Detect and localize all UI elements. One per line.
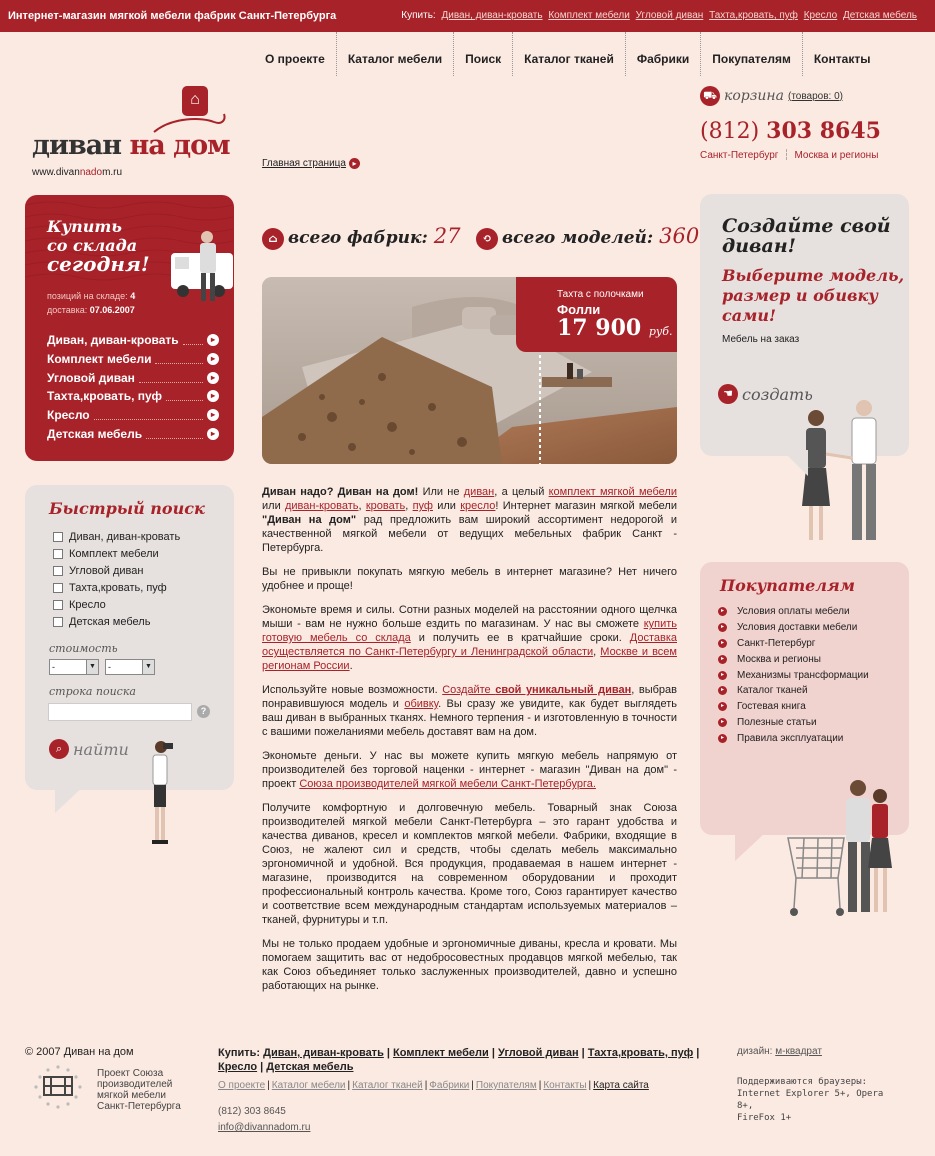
- custom-furniture-note: Мебель на заказ: [722, 334, 800, 345]
- buyers-item-label: Полезные статьи: [737, 716, 817, 728]
- article-paragraph: Получите комфортную и долговечную мебель. Товарный знак Союза производителей мягкой мебели Санкт-Петербурга – это гарант удобства и качества диванов, кресел и комплектов мягкой мебели. Фабрики, входящие в Союз, не жалеют сил и средств, чтобы сделать мебель максимально эргономичной и удобной. Вся продукция, продаваемая в нашем интернет - магазине, производится на современном оборудовании и проходит профессиональный контроль качества. Кроме того, Союз гарантирует качество и соответствие всем международным стандартам используемых материалов – тканей, фурнитуры и т.п.: [262, 802, 677, 926]
- arrow-right-icon: ▸: [207, 428, 219, 440]
- union-line: Санкт-Петербурга: [97, 1101, 181, 1112]
- region-moscow[interactable]: Москва и регионы: [794, 150, 879, 161]
- union-text: [97, 1068, 181, 1112]
- article-paragraph: [262, 683, 677, 739]
- design-label: дизайн:: [737, 1046, 773, 1057]
- text: ! Интернет магазин мягкой мебели: [495, 500, 677, 512]
- article-link[interactable]: диван: [463, 486, 495, 498]
- create-subtitle-line: Выберите модель,: [722, 266, 905, 285]
- cart-icon[interactable]: ⛟: [700, 86, 720, 106]
- article-link[interactable]: купить готовую мебель со склада: [262, 618, 677, 644]
- copyright: © 2007 Диван на дом: [25, 1046, 134, 1058]
- footer-nav-link[interactable]: Покупателям: [475, 1080, 537, 1091]
- buyers-item[interactable]: [718, 683, 869, 699]
- stock-list: [47, 331, 219, 443]
- chevron-down-icon: ▼: [86, 660, 98, 674]
- logo-word-dom: дом: [164, 130, 230, 161]
- browsers-line: Internet Explorer 5+, Opera 8+,: [737, 1089, 884, 1111]
- hero-item-type: Тахта с полочками: [557, 289, 644, 300]
- checkbox[interactable]: [53, 600, 63, 610]
- hero-item-name: Фолли: [557, 302, 601, 317]
- design-link[interactable]: м-квадрат: [775, 1046, 822, 1057]
- arrow-right-icon: ▸: [718, 686, 727, 695]
- dot-leader: [155, 354, 203, 364]
- search-option-checkbox[interactable]: [53, 582, 167, 594]
- union-logo: [30, 1064, 86, 1110]
- hero-price: [557, 315, 673, 341]
- stock-item[interactable]: [47, 387, 219, 406]
- stock-delivery-label: доставка:: [47, 305, 88, 315]
- arrow-right-icon: ▸: [718, 623, 727, 632]
- footer-email: [218, 1122, 310, 1133]
- footer-buy-link[interactable]: Комплект мебели: [393, 1047, 489, 1059]
- sofa-icon: ⟲: [476, 228, 498, 250]
- factories-stat: [262, 224, 460, 250]
- text: или: [262, 500, 285, 512]
- find-button[interactable]: [49, 739, 129, 759]
- footer-nav: [218, 1080, 649, 1091]
- logo-word-divan: диван: [32, 130, 130, 161]
- speech-tail: [735, 833, 765, 861]
- buyers-item-label: Механизмы трансформации: [737, 669, 869, 681]
- footer-buy-link[interactable]: Тахта,кровать, пуф: [587, 1047, 694, 1059]
- text: и получить ее в кратчайшие сроки.: [410, 632, 630, 644]
- speech-tail: [55, 785, 85, 813]
- text: .: [349, 660, 353, 672]
- logo-word-na: на: [129, 130, 165, 161]
- search-option-checkbox[interactable]: [53, 531, 180, 543]
- supported-browsers: [737, 1076, 897, 1124]
- text: ,: [358, 500, 366, 512]
- footer-nav-link[interactable]: Фабрики: [429, 1080, 470, 1091]
- article-link[interactable]: пуф: [412, 500, 433, 512]
- article-link[interactable]: диван-кровать: [284, 500, 359, 512]
- stock-heading: [47, 217, 150, 274]
- separator: |: [471, 1080, 474, 1091]
- checkbox[interactable]: [53, 617, 63, 627]
- search-option-checkbox[interactable]: [53, 565, 143, 577]
- nav-catalog[interactable]: Каталог мебели: [337, 32, 454, 76]
- region-spb[interactable]: Санкт-Петербург: [700, 150, 779, 161]
- top-buy-link[interactable]: Тахта,кровать, пуф: [709, 10, 798, 21]
- buyers-item-label: Условия оплаты мебели: [737, 606, 850, 618]
- buyers-item[interactable]: [718, 604, 869, 620]
- arrow-right-icon: ▸: [718, 734, 727, 743]
- buyers-box: [700, 562, 909, 835]
- dot-leader: [146, 429, 203, 439]
- nav-about[interactable]: О проекте: [254, 32, 337, 76]
- nav-search[interactable]: Поиск: [454, 32, 513, 76]
- stock-item[interactable]: [47, 331, 219, 350]
- hand-icon: ☚: [718, 384, 738, 404]
- stock-info: [47, 289, 135, 317]
- create-title-line: Создайте свой: [722, 215, 891, 237]
- buyers-item[interactable]: [718, 699, 869, 715]
- woman-binoculars-illustration: [135, 737, 185, 847]
- stock-item[interactable]: [47, 368, 219, 387]
- models-value: 360: [659, 224, 700, 248]
- arrow-right-icon: ▸: [207, 334, 219, 346]
- stock-item-label: Комплект мебели: [47, 352, 152, 367]
- browsers-line: Поддерживаются браузеры:: [737, 1077, 868, 1087]
- text: , а целый: [494, 486, 549, 498]
- phone-number: 303 8645: [766, 118, 881, 144]
- top-buy-link[interactable]: Детская мебель: [842, 10, 917, 21]
- create-label: создать: [742, 384, 813, 404]
- arrow-right-icon: ▸: [718, 702, 727, 711]
- footer: [0, 1040, 935, 1156]
- stock-item[interactable]: [47, 350, 219, 369]
- stock-item-label: Детская мебель: [47, 426, 143, 441]
- stock-box: [25, 195, 234, 461]
- design-credit: [737, 1046, 822, 1057]
- footer-buy-link[interactable]: Диван, диван-кровать: [263, 1047, 384, 1059]
- region-separator: ┆: [783, 150, 790, 161]
- quick-search: [25, 485, 234, 790]
- arrow-right-icon: ▸: [207, 409, 219, 421]
- breadcrumb: [262, 158, 360, 169]
- checkbox[interactable]: [53, 549, 63, 559]
- hero-banner[interactable]: [262, 277, 677, 464]
- article-link[interactable]: комплект мягкой мебели: [548, 486, 677, 498]
- price-to-value: -: [108, 662, 111, 672]
- checkbox-label: Диван, диван-кровать: [69, 531, 181, 543]
- article-paragraph: [262, 603, 677, 673]
- article: [262, 485, 677, 1003]
- article-link[interactable]: свой уникальный диван: [495, 684, 632, 696]
- arrow-right-icon: ▸: [207, 372, 219, 384]
- stock-positions-label: позиций на складе:: [47, 291, 128, 301]
- article-paragraph: Вы не привыкли покупать мягкую мебель в интернет магазине? Нет ничего удобнее и проще!: [262, 566, 677, 592]
- top-buy-link[interactable]: Кресло: [803, 10, 838, 21]
- buyers-item[interactable]: [718, 715, 869, 731]
- text: Экономьте деньги. У нас вы можете купить мягкую мебель напрямую от производителей без торговой наценки - интернет - магазин "Диван на дом" - проект: [262, 750, 677, 790]
- buyers-item-label: Условия доставки мебели: [737, 622, 858, 634]
- buyers-item-label: Каталог тканей: [737, 685, 808, 697]
- checkbox-label: Детская мебель: [69, 616, 151, 628]
- nav-factories[interactable]: Фабрики: [626, 32, 701, 76]
- article-paragraph: [262, 485, 677, 555]
- footer-buy-links: Купить: Диван, диван-кровать | Комплект мебели | Угловой диван | Тахта,кровать, пуф | Кресло | Детская мебель: [218, 1047, 700, 1073]
- couple-illustration: [792, 394, 902, 549]
- article-link[interactable]: кровать: [365, 500, 406, 512]
- buyers-item-label: Москва и регионы: [737, 653, 821, 665]
- create-title: [722, 216, 891, 256]
- top-bar: [0, 0, 935, 32]
- buyers-list: [718, 604, 869, 746]
- cart-label[interactable]: корзина: [724, 88, 784, 104]
- query-label: строка поиска: [49, 685, 136, 698]
- create-title-line: диван!: [722, 235, 797, 257]
- footer-email-link[interactable]: info@divannadom.ru: [218, 1122, 311, 1133]
- article-paragraph: [262, 749, 677, 791]
- find-label: найти: [73, 739, 129, 759]
- create-sofa-box: [700, 194, 909, 456]
- hero-currency: руб.: [648, 325, 673, 338]
- logo-url-part: www.divan: [32, 167, 80, 178]
- checkbox-label: Кресло: [69, 599, 106, 611]
- text: рад предложить вам широкий ассортимент недорогой и качественной мягкой мебели от ведущих мебельных фабрик Санкт - Петербурга.: [262, 514, 677, 554]
- models-stat: [476, 224, 699, 250]
- text: , выбрав понравившуюся модель и: [262, 684, 677, 710]
- stock-item-label: Тахта,кровать, пуф: [47, 389, 163, 404]
- phone: [700, 118, 881, 144]
- stock-delivery-value: 07.06.2007: [89, 305, 135, 315]
- create-subtitle: [722, 266, 904, 326]
- main-nav: [254, 32, 881, 76]
- chevron-down-icon: ▼: [142, 660, 154, 674]
- top-buy-link[interactable]: Угловой диван: [635, 10, 704, 21]
- sitemap-link[interactable]: Карта сайта: [593, 1080, 649, 1091]
- footer-buy-link[interactable]: Детская мебель: [266, 1061, 354, 1073]
- dot-leader: [166, 391, 203, 401]
- separator: |: [347, 1080, 351, 1091]
- footer-nav-link[interactable]: Контакты: [543, 1080, 587, 1091]
- buyers-title: Покупателям: [720, 576, 855, 595]
- create-subtitle-line: размер и обивку: [722, 286, 878, 305]
- union-line: мягкой мебели: [97, 1090, 166, 1101]
- article-paragraph: Мы не только продаем удобные и эргономичные диваны, кресла и кровати. Мы помогаем защитить вас от недобросовестных продавцов мягкой мебелью, так как Союз объединяет только заслуженных производителей, давно и успешно работающих на рынке.: [262, 938, 677, 992]
- union-line: производителей: [97, 1079, 173, 1090]
- buyers-item[interactable]: [718, 636, 869, 652]
- buyers-item-label: Правила эксплуатации: [737, 732, 844, 744]
- price-label: стоимость: [49, 642, 118, 655]
- stock-item-label: Угловой диван: [47, 370, 135, 385]
- separator: |: [588, 1080, 592, 1091]
- arrow-right-icon: ▸: [718, 671, 727, 680]
- stock-heading-line: Купить: [47, 217, 122, 236]
- shopping-couple-illustration: [784, 778, 904, 948]
- arrow-right-icon: ▸: [207, 390, 219, 402]
- arrow-right-icon: ▸: [718, 607, 727, 616]
- stock-heading-line: сегодня!: [47, 252, 150, 276]
- stock-item[interactable]: [47, 424, 219, 443]
- checkbox[interactable]: [53, 583, 63, 593]
- footer-buy-link[interactable]: Кресло: [218, 1061, 258, 1073]
- factory-icon: ⌂: [262, 228, 284, 250]
- union-line: Проект Союза: [97, 1068, 164, 1079]
- article-link[interactable]: Союза производителей мягкой мебели Санкт-Петербурга.: [299, 778, 596, 790]
- footer-buy-label: Купить:: [218, 1047, 261, 1059]
- stock-heading-line: со склада: [47, 236, 138, 255]
- factories-label: всего фабрик:: [288, 228, 428, 248]
- dot-leader: [183, 335, 203, 345]
- cart-count[interactable]: (товаров: 0): [787, 90, 843, 102]
- search-option-checkbox[interactable]: [53, 616, 150, 628]
- cart: [700, 86, 920, 106]
- regions: [700, 150, 878, 161]
- article-link[interactable]: кресло: [460, 500, 496, 512]
- buyers-item[interactable]: [718, 651, 869, 667]
- price-from-value: -: [52, 662, 55, 672]
- logo-mark-icon: ⌂: [182, 86, 208, 116]
- price-to-select[interactable]: [105, 659, 155, 675]
- price-from-select[interactable]: [49, 659, 99, 675]
- hero-price-value: 17 900: [557, 315, 642, 341]
- checkbox[interactable]: [53, 566, 63, 576]
- footer-nav-link[interactable]: Каталог мебели: [271, 1080, 346, 1091]
- logo-url-part: nado: [79, 167, 103, 178]
- text: . Вы сразу же увидите, как будет выглядеть ваш диван в выбранных тканях. Немного терпения - и изготовленную в точности с вашими пожеланиями мебель доставят вам на дом.: [262, 698, 677, 738]
- checkbox-label: Комплект мебели: [69, 548, 159, 560]
- nav-buyers[interactable]: Покупателям: [701, 32, 803, 76]
- buyers-item[interactable]: [718, 730, 869, 746]
- speech-tail: [782, 450, 808, 476]
- dot-leader: [94, 410, 203, 420]
- delivery-van-illustration: [167, 225, 233, 305]
- article-link[interactable]: Москве и всем регионам России: [262, 646, 677, 672]
- text: Используйте новые возможности.: [262, 684, 443, 696]
- article-lead: Диван надо? Диван на дом!: [262, 486, 419, 498]
- text: ,: [593, 646, 601, 658]
- search-icon: ⌕: [49, 739, 69, 759]
- text: Или не: [418, 486, 464, 498]
- separator: |: [424, 1080, 428, 1091]
- footer-nav-link[interactable]: Каталог тканей: [352, 1080, 423, 1091]
- arrow-right-icon: ▸: [349, 158, 360, 169]
- search-input[interactable]: [48, 703, 192, 721]
- search-option-checkbox[interactable]: [53, 599, 106, 611]
- factories-value: 27: [433, 224, 461, 248]
- brand-name: "Диван на дом": [262, 514, 357, 526]
- logo[interactable]: [32, 86, 242, 181]
- create-subtitle-line: сами!: [722, 306, 776, 325]
- footer-phone: (812) 303 8645: [218, 1106, 286, 1117]
- arrow-right-icon: ▸: [718, 718, 727, 727]
- nav-fabrics[interactable]: Каталог тканей: [513, 32, 626, 76]
- buyers-item[interactable]: [718, 667, 869, 683]
- article-link[interactable]: Доставка осуществляется по Санкт-Петербургу и Ленинградской области: [262, 632, 677, 658]
- buyers-item[interactable]: [718, 620, 869, 636]
- separator: |: [538, 1080, 542, 1091]
- top-buy-link[interactable]: Комплект мебели: [548, 10, 630, 21]
- footer-buy-link[interactable]: Угловой диван: [498, 1047, 579, 1059]
- checkbox-label: Тахта,кровать, пуф: [69, 582, 167, 594]
- footer-nav-link[interactable]: О проекте: [218, 1080, 266, 1091]
- buyers-item-label: Гостевая книга: [737, 701, 806, 713]
- breadcrumb-home[interactable]: Главная страница: [262, 158, 346, 170]
- dot-leader: [139, 373, 203, 383]
- top-buy-links: [401, 10, 917, 21]
- text: ,: [405, 500, 413, 512]
- checkbox-label: Угловой диван: [69, 565, 144, 577]
- checkbox[interactable]: [53, 532, 63, 542]
- nav-contacts[interactable]: Контакты: [813, 52, 871, 66]
- stock-item-label: Диван, диван-кровать: [47, 333, 179, 348]
- quick-search-title: Быстрый поиск: [49, 499, 205, 518]
- browsers-line: FireFox 1+: [737, 1113, 792, 1123]
- models-label: всего моделей:: [502, 228, 654, 248]
- logo-url: [32, 167, 122, 178]
- phone-code: (812): [700, 119, 760, 144]
- arrow-right-icon: ▸: [207, 353, 219, 365]
- hero-price-tag: [516, 277, 677, 352]
- stock-item-label: Кресло: [47, 408, 90, 423]
- arrow-right-icon: ▸: [718, 655, 727, 664]
- top-buy-label: Купить:: [401, 10, 436, 21]
- text: или: [432, 500, 461, 512]
- stock-item[interactable]: [47, 406, 219, 425]
- text: Экономьте время и силы. Сотни разных моделей на расстоянии одного щелчка мыши - вам не нужно больше ездить по магазинам. У нас вы сможете: [262, 604, 677, 630]
- stock-positions-value: 4: [130, 291, 136, 301]
- logo-text: [32, 130, 230, 161]
- article-link[interactable]: Создайте: [442, 684, 496, 696]
- search-option-checkbox[interactable]: [53, 548, 159, 560]
- arrow-right-icon: ▸: [718, 639, 727, 648]
- site-title: Интернет-магазин мягкой мебели фабрик Санкт-Петербурга: [8, 10, 337, 22]
- help-icon[interactable]: ?: [197, 705, 210, 718]
- separator: |: [267, 1080, 270, 1091]
- logo-url-part: m.ru: [102, 167, 123, 178]
- top-buy-link[interactable]: Диван, диван-кровать: [441, 10, 543, 21]
- article-link[interactable]: обивку: [404, 698, 439, 710]
- buyers-item-label: Санкт-Петербург: [737, 637, 816, 649]
